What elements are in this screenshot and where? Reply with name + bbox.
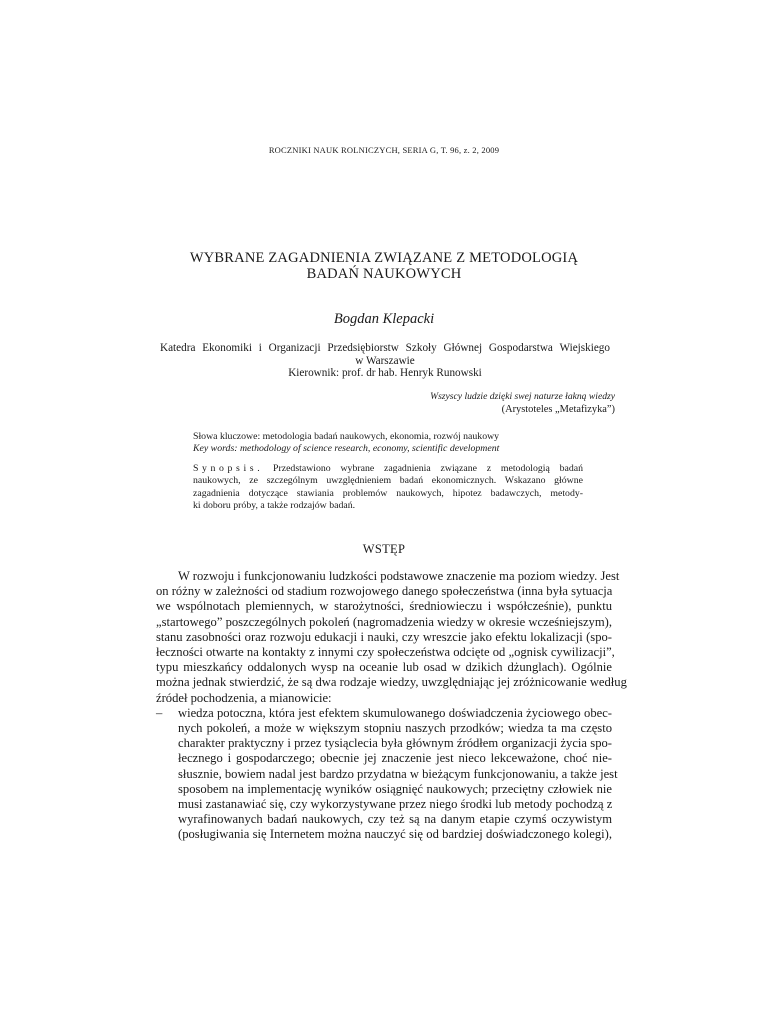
list-item: [156, 705, 618, 843]
synopsis-line-4: ki doboru próby, a także rodzajów badań.: [193, 500, 356, 512]
body-text: [156, 569, 627, 843]
author-name: Bogdan Klepacki: [333, 311, 435, 327]
synopsis-line-3: zagadnienia dotyczące stawiania problemów naukowych, hipotez badawczych, metody-: [193, 487, 583, 499]
synopsis-line-1-text: Przedstawiono wybrane zagadnienia związane z metodologią badań: [263, 463, 583, 474]
list-item-line: słusznie, bowiem nadal jest bardzo przydatna w bieżącym funkcjonowaniu, a także jest: [178, 766, 618, 781]
section-heading: WSTĘP: [362, 542, 406, 556]
paragraph-line: „startowego” poszczególnych pokoleń (nagromadzenia wiedzy w okresie wcześniejszym),: [156, 614, 612, 629]
synopsis-block: [193, 463, 583, 513]
list-item-line: musi zastanawiać się, czy wykorzystywane przez niego środki lub metody pochodzą z: [178, 797, 613, 812]
affiliation-line-2: w Warszawie: [355, 354, 415, 367]
keywords-block: [193, 431, 593, 455]
synopsis-line-2: naukowych, ze szczególnym uwzględnieniem badań ekonomicznych. Wskazano główne: [193, 475, 583, 487]
epigraph: [340, 390, 615, 416]
list-item-line: wiedza potoczna, która jest efektem skumulowanego doświadczenia życiowego obec-: [178, 705, 612, 720]
list-item-line: sposobem na implementację wyników osiągnięć naukowych; przeciętny człowiek nie: [178, 781, 612, 796]
paragraph-line: źródeł pochodzenia, a mianowicie:: [156, 690, 332, 705]
title-line-1: WYBRANE ZAGADNIENIA ZWIĄZANE Z METODOLOGIĄ: [189, 250, 579, 266]
synopsis-line-1: [193, 463, 583, 475]
list-item-line: nych pokoleń, a może w większym stopniu naszych przodków; wiedza ta ma często: [178, 721, 612, 736]
list-bullet: –: [156, 705, 163, 720]
paragraph-line: można jednak stwierdzić, że są dwa rodzaje wiedzy, uwzględniając jej zróżnicowanie według: [156, 675, 627, 690]
running-header: ROCZNIKI NAUK ROLNICZYCH, SERIA G, T. 96, z. 2, 2009: [268, 145, 500, 155]
synopsis-label: Synopsis.: [193, 463, 264, 474]
paragraph-line: we wspólnotach plemiennych, w starożytności, średniowieczu i współcześnie), punktu: [156, 599, 612, 614]
author-affiliation: [160, 342, 610, 380]
paper-title: [154, 250, 614, 282]
paragraph-line: łeczności otwarte na kontakty z innymi czy społeczeństwa odcięte od „ognisk cywilizacji”,: [156, 645, 615, 660]
list-item-line: wyrafinowanych badań naukowych, czy też są na danym etapie czymś oczywistym: [178, 812, 612, 827]
paragraph-line: stanu zasobności oraz rozwoju edukacji i nauki, czy wreszcie jako efektu lokalizacji (spo-: [156, 629, 612, 644]
list-item-line: (posługiwania się Internetem można nauczyć się od bardziej doświadczonego kolegi),: [178, 827, 612, 842]
keywords-english: Key words: methodology of science research, economy, scientific development: [193, 443, 500, 454]
paragraph-line: W rozwoju i funkcjonowaniu ludzkości podstawowe znaczenie ma poziom wiedzy. Jest: [178, 569, 620, 583]
affiliation-line-3: Kierownik: prof. dr hab. Henryk Runowski: [288, 367, 482, 379]
list-item-line: charakter praktyczny i przez tysiąclecia była głównym źródłem organizacji życia spo-: [178, 736, 612, 751]
paragraph-intro: [156, 569, 627, 706]
paragraph-line: on różny w zależności od stadium rozwojowego danego społeczeństwa (inna była sytuacja: [156, 584, 613, 599]
epigraph-quote: Wszyscy ludzie dzięki swej naturze łakną wiedzy: [430, 391, 615, 402]
list-item-line: łecznego i gospodarczego; obecnie jej znaczenie jest nieco lekceważone, choć nie-: [178, 751, 612, 766]
keywords-polish: Słowa kluczowe: metodologia badań naukowych, ekonomia, rozwój naukowy: [193, 431, 500, 442]
title-line-2: BADAŃ NAUKOWYCH: [306, 266, 462, 282]
affiliation-line-1: Katedra Ekonomiki i Organizacji Przedsiębiorstw Szkoły Głównej Gospodarstwa Wiejskiego: [160, 342, 610, 354]
epigraph-source: (Arystoteles „Metafizyka”): [501, 404, 615, 415]
paragraph-line: typu mieszkańcy oddalonych wysp na oceanie lub osad w dzikich dżunglach). Ogólnie: [156, 660, 612, 675]
